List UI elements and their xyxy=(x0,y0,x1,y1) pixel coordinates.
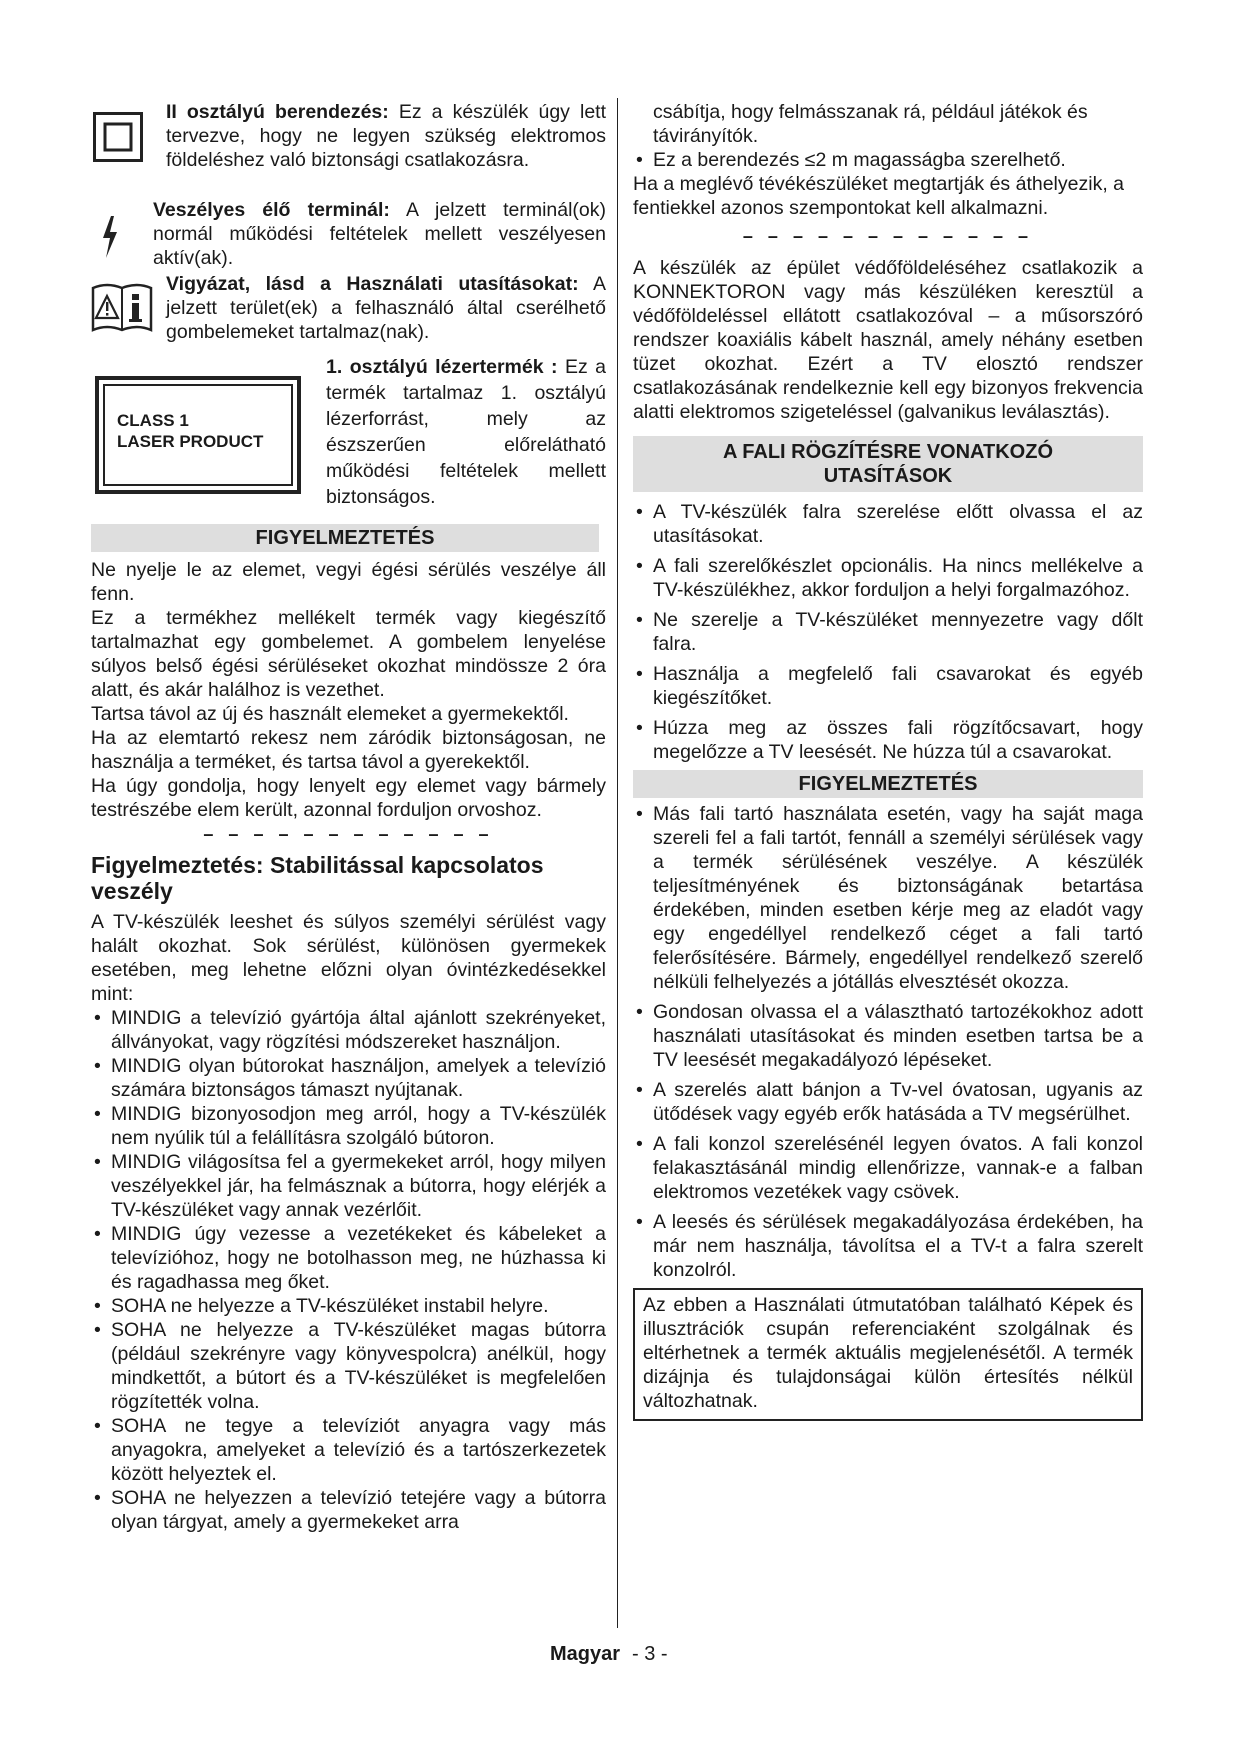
wall-mount-list xyxy=(633,500,1143,764)
list-item: • A szerelés alatt bánjon a Tv-vel óvatosan, ugyanis az ütődések vagy egyéb erők hatásáda a TV megsérülhet. xyxy=(633,1078,1143,1126)
caution-text: A jelzett terület(ek) a felhasználó által cserélhető gombelemeket tartalmaz(nak). xyxy=(166,273,606,343)
list-item: • MINDIG olyan bútorokat használjon, amelyek a televízió számára biztonságos támaszt nyújtanak. xyxy=(91,1054,606,1102)
continued-text: csábítja, hogy felmásszanak rá, például játékok és távirányítók. xyxy=(653,101,1088,147)
list-item: • SOHA ne tegye a televíziót anyagra vagy más anyagokra, amelyeket a televízió és a tartószerkezetek között helyeztek el. xyxy=(91,1414,606,1486)
list-item: • A leesés és sérülések megakadályozása érdekében, ha már nem használja, távolítsa el a TV-t a falra szerelt konzolról. xyxy=(633,1210,1143,1282)
grounding-text: A készülék az épület védőföldeléséhez csatlakozik a KONNEKTORON vagy más készüléken keresztül a védőföldeléssel ellátott csatlakozóval – a műsorszóró rendszer koaxiális kábelt használ, amely néhány esetben tüzet okozhat. Ezért a TV elosztó rendszer csatlakozásának rendelkeznie kell egy bizonyos frekvencia alatti elektromos szigeteléssel (galvanikus leválasztás). xyxy=(633,257,1143,423)
page-number: - 3 - xyxy=(632,1643,668,1665)
list-item: • MINDIG úgy vezesse a vezetékeket és kábeleket a televízióhoz, hogy ne botolhasson meg, ne húzhassa ki és ragadhassa meg őket. xyxy=(91,1222,606,1294)
list-item: • Húzza meg az összes fali rögzítőcsavart, hogy megelőzze a TV leesését. Ne húzza túl a csavarokat. xyxy=(633,716,1143,764)
list-item: • MINDIG bizonyosodjon meg arról, hogy a TV-készülék nem nyúlik túl a felállításra szolgáló bútoron. xyxy=(91,1102,606,1150)
warning-para: Ez a termékhez mellékelt termék vagy kiegészítő tartalmazhat egy gombelemet. A gombelem lenyelése súlyos belső égési sérüléseket okozhat mindössze 2 óra alatt, és akár halálhoz is vezethet. xyxy=(91,607,606,701)
caution-manual-icon xyxy=(91,280,153,336)
notice-text: Az ebben a Használati útmutatóban található Képek és illusztrációk csupán referenciaként szolgálnak és eltérhetnek a termék aktuális megjelenésétől. A termék dizájnja és tulajdonságai külön értesítés nélkül változhatnak. xyxy=(643,1294,1133,1412)
wall-mount-title-bar xyxy=(633,436,1143,492)
list-item: • Ez a berendezés ≤2 m magasságba szerelhető. xyxy=(633,148,1143,172)
warning-para: Ne nyelje le az elemet, vegyi égési sérülés veszélye áll fenn. xyxy=(91,559,606,605)
list-item: • Gondosan olvassa el a választható tartozékokhoz adott használati utasításokat és minden esetben tartsa be a TV leesését megakadályozó lépéseket. xyxy=(633,1000,1143,1072)
list-item: • A fali konzol szerelésénél legyen óvatos. A fali konzol felakasztásánál mindig ellenőrizze, vannak-e a falban elektromos vezetékek vagy csövek. xyxy=(633,1132,1143,1204)
dash-separator: – – – – – – – – – – – – xyxy=(742,226,1034,246)
stability-list xyxy=(91,1006,606,1534)
wall-mount-title-line2: UTASÍTÁSOK xyxy=(823,465,953,487)
footer-language: Magyar xyxy=(550,1643,621,1665)
class2-title: II osztályú berendezés: xyxy=(166,101,389,123)
live-terminal-text: A jelzett terminál(ok) normál működési feltételek mellett veszélyesen aktív(ak). xyxy=(153,199,607,269)
class2-double-square-icon xyxy=(93,112,143,162)
list-item: • A fali szerelőkészlet opcionális. Ha nincs mellékelve a TV-készülékhez, akkor forduljon a helyi forgalmazóhoz. xyxy=(633,554,1143,602)
stability-title: Figyelmeztetés: Stabilitással kapcsolatos veszély xyxy=(91,852,544,904)
laser-label-line1: CLASS 1 xyxy=(117,411,189,430)
page-footer xyxy=(550,1643,668,1666)
laser-title: 1. osztályú lézertermék : xyxy=(326,356,558,378)
warning-para: Ha az elemtartó rekesz nem záródik biztonságosan, ne használja a terméket, és tartsa távol a gyerekektől. xyxy=(91,727,606,773)
warning-bar-left: FIGYELMEZTETÉS xyxy=(91,524,599,552)
list-item: • Ne szerelje a TV-készüléket mennyezetre vagy dőlt falra. xyxy=(633,608,1143,656)
caution-title: Vigyázat, lásd a Használati utasításokat: xyxy=(166,273,579,295)
left-column xyxy=(91,100,606,1534)
warning-bar-right: FIGYELMEZTETÉS xyxy=(633,770,1143,798)
stability-intro: A TV-készülék leeshet és súlyos személyi sérülést vagy halált okozhat. Sok sérülést, különösen gyermekek esetében, meg lehetne előzni olyan óvintézkedésekkel mint: xyxy=(91,911,606,1005)
wall-mount-title-line1: A FALI RÖGZÍTÉSRE VONATKOZÓ xyxy=(723,441,1053,463)
laser-text: Ez a termék tartalmaz 1. osztályú lézerforrást, mely az észszerűen előrelátható működési feltételek mellett biztonságos. xyxy=(326,356,607,508)
list-item: • A TV-készülék falra szerelése előtt olvassa el az utasításokat. xyxy=(633,500,1143,548)
list-item: • Használja a megfelelő fali csavarokat és egyéb kiegészítőket. xyxy=(633,662,1143,710)
relocation-text: Ha a meglévő tévékészüléket megtartják és áthelyezik, a fentiekkel azonos szempontokat kell alkalmazni. xyxy=(633,173,1124,219)
list-item: • SOHA ne helyezzen a televízió tetejére vagy a bútorra olyan tárgyat, amely a gyermekeket arra xyxy=(91,1486,606,1534)
list-item: • MINDIG világosítsa fel a gyermekeket arról, hogy milyen veszélyekkel jár, ha felmásznak a bútorra, hogy elérjék a TV-készüléket vagy annak vezérlőit. xyxy=(91,1150,606,1222)
caution-section xyxy=(91,272,606,348)
warning-para: Ha úgy gondolja, hogy lenyelt egy elemet vagy bármely testrészébe elem került, azonnal forduljon orvoshoz. xyxy=(91,775,606,821)
dash-separator: – – – – – – – – – – – – xyxy=(203,824,494,844)
battery-warning xyxy=(91,558,606,822)
list-item: • SOHA ne helyezze a TV-készüléket instabil helyre. xyxy=(91,1294,606,1318)
warning-para: Tartsa távol az új és használt elemeket a gyermekektől. xyxy=(91,703,569,725)
laser-label-line2: LASER PRODUCT xyxy=(117,432,264,451)
class2-section xyxy=(91,100,606,196)
live-terminal-section xyxy=(91,198,606,270)
laser-section xyxy=(91,354,606,516)
class2-text: Ez a készülék úgy lett tervezve, hogy ne legyen szükség elektromos földeléshez való biztonsági csatlakozásra. xyxy=(166,101,607,171)
live-terminal-title: Veszélyes élő terminál: xyxy=(153,199,390,221)
list-item: • MINDIG a televízió gyártója által ajánlott szekrényeket, állványokat, vagy rögzítési módszereket használjon. xyxy=(91,1006,606,1054)
list-item: • SOHA ne helyezze a TV-készüléket magas bútorra (például szekrényre vagy könyvespolcra) anélkül, hogy mindkettőt, a bútort és a TV-készüléket is megfelelően rögzítették volna. xyxy=(91,1318,606,1414)
list-item: • Más fali tartó használata esetén, vagy ha saját maga szereli fel a fali tartót, fennáll a személyi sérülések vagy a termék sérülésének veszélye. A készülék teljesítményének és biztonságának betartása érdekében, minden esetben kérje meg az eladót vagy egy engedéllyel rendelkező céget a fali tartó felerősítésére. Bármely, engedéllyel rendelkező szerelő nélküli felhelyezés a jótállás elvesztését okozza. xyxy=(633,802,1143,994)
lightning-bolt-icon xyxy=(99,216,121,258)
wall-warning-list xyxy=(633,802,1143,1282)
laser-product-label xyxy=(95,376,301,494)
right-column xyxy=(633,100,1143,1421)
height-list xyxy=(633,148,1143,172)
column-divider xyxy=(617,98,618,1628)
notice-box xyxy=(633,1288,1143,1421)
